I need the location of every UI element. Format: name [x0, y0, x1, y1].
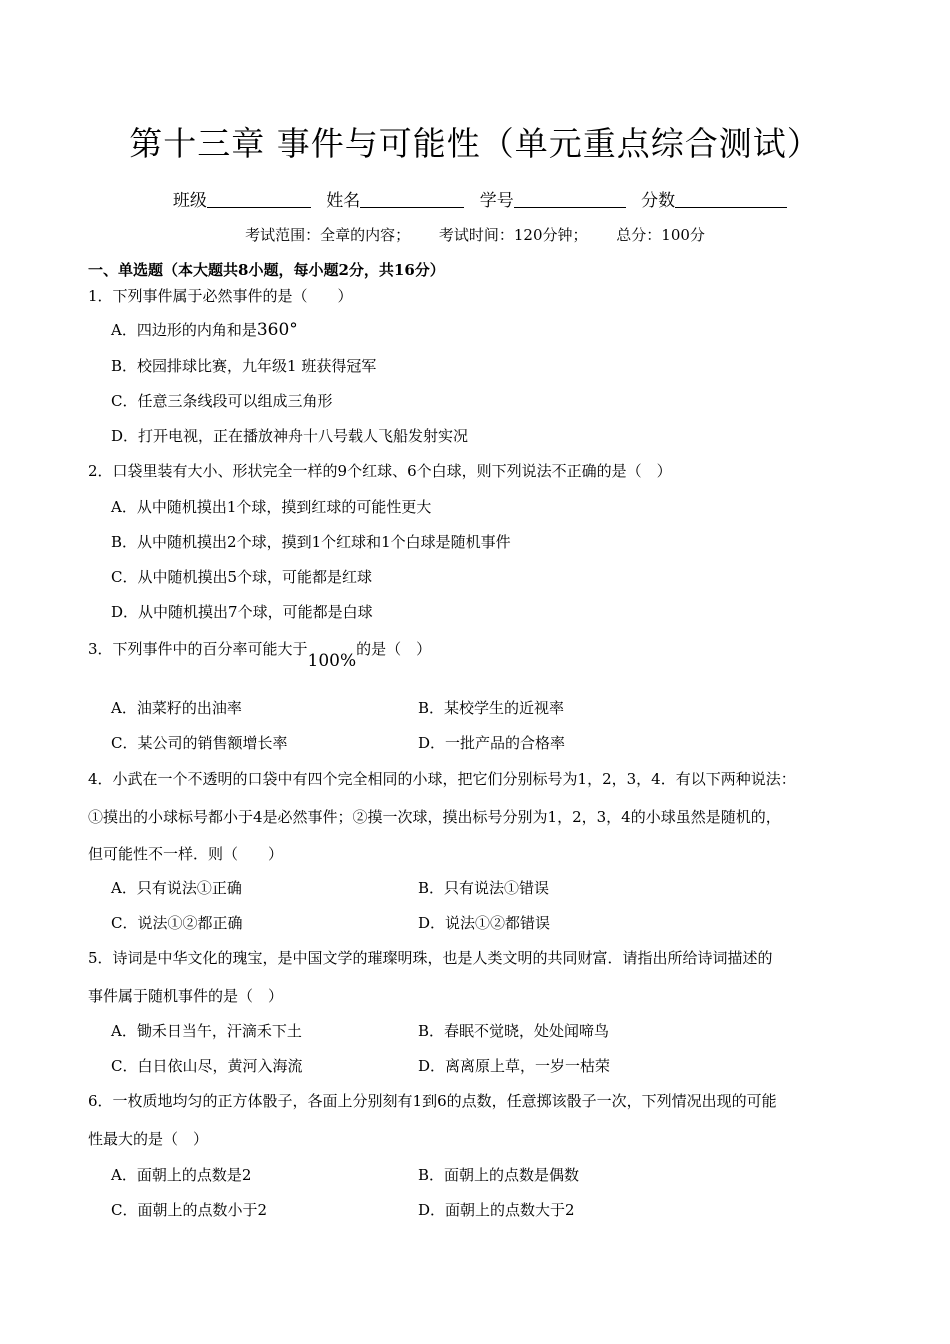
question-stem: 事件属于随机事件的是（ ） — [88, 987, 284, 1005]
id-label: 学号 — [479, 191, 514, 211]
option-b: B．春眠不觉晓，处处闻啼鸟 — [418, 1022, 610, 1040]
option-a: A．锄禾日当午，汗滴禾下土 — [111, 1022, 302, 1040]
page-title: 第十三章 事件与可能性（单元重点综合测试） — [129, 124, 821, 163]
question-stem: 但可能性不一样．则（ ） — [88, 845, 284, 863]
question-stem: 1．下列事件属于必然事件的是（ ） — [88, 287, 353, 305]
question-stem — [88, 638, 432, 671]
option-b: B．面朝上的点数是偶数 — [418, 1166, 580, 1184]
option-b: B．从中随机摸出2个球，摸到1个红球和1个白球是随机事件 — [111, 533, 511, 551]
option-d: D．从中随机摸出7个球，可能都是白球 — [111, 603, 373, 621]
option-c: C．某公司的销售额增长率 — [111, 734, 288, 752]
stem-text: 的是（ ） — [356, 640, 432, 658]
class-label: 班级 — [172, 191, 207, 211]
name-blank[interactable] — [360, 191, 464, 208]
option-d: D．离离原上草，一岁一枯荣 — [418, 1057, 611, 1075]
question-stem: 性最大的是（ ） — [88, 1130, 209, 1148]
score-label: 分数 — [641, 191, 676, 211]
option-text: A．四边形的内角和是 — [111, 321, 257, 339]
option-c: C．面朝上的点数小于2 — [111, 1201, 268, 1219]
math-expression: 100% — [307, 651, 357, 671]
question-stem: 5．诗词是中华文化的瑰宝，是中国文学的璀璨明珠，也是人类文明的共同财富．请指出所给诗词描述的 — [88, 949, 773, 967]
name-label: 姓名 — [326, 191, 361, 211]
option-a — [111, 319, 298, 340]
option-d: D．说法①②都错误 — [418, 914, 551, 932]
question-stem: ①摸出的小球标号都小于4是必然事件；②摸一次球，摸出标号分别为1，2，3，4的小球虽然是随机的， — [88, 808, 781, 826]
exam-total: 总分：100分 — [616, 226, 705, 244]
option-c: C．任意三条线段可以组成三角形 — [111, 392, 333, 410]
option-d: D．打开电视，正在播放神舟十八号载人飞船发射实况 — [111, 427, 469, 445]
option-d: D．一批产品的合格率 — [418, 734, 566, 752]
option-b: B．某校学生的近视率 — [418, 699, 565, 717]
question-stem: 6．一枚质地均匀的正方体骰子，各面上分别刻有1到6的点数，任意掷该骰子一次，下列情况出现的可能 — [88, 1092, 777, 1110]
exam-meta-row — [0, 224, 950, 245]
id-blank[interactable] — [514, 191, 626, 208]
option-a: A．从中随机摸出1个球，摸到红球的可能性更大 — [111, 498, 432, 516]
option-b: B．校园排球比赛，九年级1 班获得冠军 — [111, 357, 377, 375]
class-blank[interactable] — [207, 191, 311, 208]
math-expression: 360° — [256, 320, 298, 340]
exam-scope: 考试范围：全章的内容； — [245, 226, 411, 244]
section-heading: 一、单选题（本大题共8小题，每小题2分，共16分） — [88, 261, 445, 279]
stem-text: 3．下列事件中的百分率可能大于 — [88, 640, 308, 658]
exam-time: 考试时间：120分钟； — [438, 226, 588, 244]
question-stem: 4．小武在一个不透明的口袋中有四个完全相同的小球，把它们分别标号为1，2，3，4．有以下两种说法： — [88, 770, 796, 788]
option-a: A．面朝上的点数是2 — [111, 1166, 252, 1184]
option-a: A．只有说法①正确 — [111, 879, 242, 897]
option-c: C．从中随机摸出5个球，可能都是红球 — [111, 568, 373, 586]
score-blank[interactable] — [675, 191, 787, 208]
student-info-row — [0, 186, 950, 211]
question-stem: 2．口袋里装有大小、形状完全一样的9个红球、6个白球，则下列说法不正确的是（ ） — [88, 462, 672, 480]
option-c: C．白日依山尽，黄河入海流 — [111, 1057, 303, 1075]
option-d: D．面朝上的点数大于2 — [418, 1201, 575, 1219]
option-b: B．只有说法①错误 — [418, 879, 550, 897]
option-a: A．油菜籽的出油率 — [111, 699, 242, 717]
option-c: C．说法①②都正确 — [111, 914, 243, 932]
